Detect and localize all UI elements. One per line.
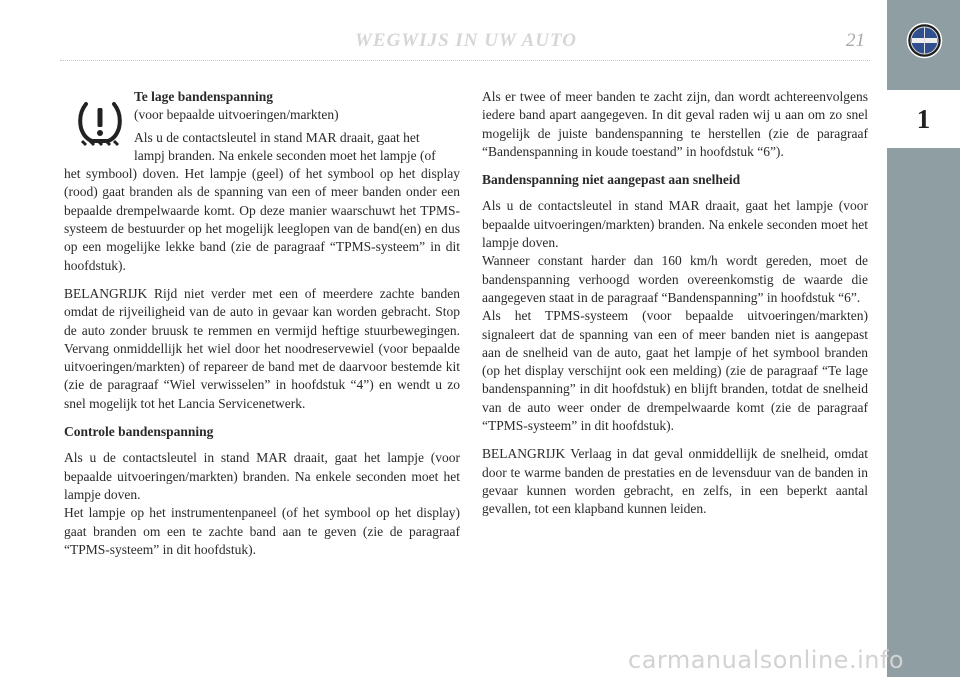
right-column xyxy=(482,88,868,529)
section-title-control: Controle bandenspanning xyxy=(64,424,214,440)
low-pressure-heading xyxy=(134,88,460,165)
section-title-low-pressure: Te lage bandenspanning xyxy=(134,89,274,104)
header-divider xyxy=(60,60,870,61)
header-title: WEGWIJS IN UW AUTO xyxy=(355,30,577,51)
section-subtitle: (voor bepaalde uitvoeringen/markten) xyxy=(134,107,339,123)
intro-paragraph: het symbool) doven. Het lampje (geel) of het symbool op het display (rood) gaat branden als de spanning van een of meer banden onder een bepaalde drempelwaarde komt. Op deze manier waarschuwt het TPMS-systeem de bestuurder op het mogelijk leeglopen van de band(en) en dus op een mogelijke lekke band (zie de paragraaf “TPMS-systeem” in dit hoofdstuk). xyxy=(64,166,460,273)
intro-line-2: lampj branden. Na enkele seconden moet het lampje (of xyxy=(134,147,436,163)
page-number: 21 xyxy=(846,30,865,51)
chapter-tab[interactable]: 1 xyxy=(887,90,960,148)
speed-paragraph-2: Wanneer constant harder dan 160 km/h wordt gereden, moet de bandenspanning verhoogd worden overeenkomstig de waarde die aangegeven staat in de paragraaf “Bandenspanning” in hoofdstuk “6”. xyxy=(482,253,868,305)
control-paragraph-1: Als u de contactsleutel in stand MAR draait, gaat het lampje (voor bepaalde uitvoeringen/markten) branden. Na enkele seconden moet het lampje doven. xyxy=(64,450,460,502)
section-title-speed: Bandenspanning niet aangepast aan snelheid xyxy=(482,172,741,188)
speed-paragraph-3: Als het TPMS-systeem (voor bepaalde uitvoeringen/markten) signaleert dat de spanning van een of meer banden niet is aangepast aan de snelheid van de auto, gaat het lampje of het symbool branden (op het display verschijnt ook een melding) (zie de paragraaf “Te lage bandenspanning” in dit hoofdstuk) en blijft branden, totdat de snelheid van de auto weer onder de drempelwaarde komt (zie de paragraaf “TPMS-systeem” in dit hoofdstuk). xyxy=(482,308,868,434)
left-column xyxy=(64,88,460,559)
important-paragraph-right: BELANGRIJK Verlaag in dat geval onmiddellijk de snelheid, omdat door te warme banden de prestaties en de levensduur van de banden in gevaar kunnen worden gebracht, en zelfs, in een beperkt aantal gevallen, tot een klapband kunnen leiden. xyxy=(482,446,868,517)
speed-paragraph-1: Als u de contactsleutel in stand MAR draait, gaat het lampje (voor bepaalde uitvoeringen/markten) branden. Na enkele seconden moet het lampje doven. xyxy=(482,198,868,251)
watermark: carmanualsonline.info xyxy=(628,646,905,674)
intro-line-1: Als u de contactsleutel in stand MAR draait, gaat het xyxy=(134,129,420,145)
multiple-tires-paragraph: Als er twee of meer banden te zacht zijn, dan wordt achtereenvolgens iedere band apart aangegeven. In dit geval raden wij u aan om zo snel mogelijk de juiste bandenspanning te herstellen (zie de paragraaf “Bandenspanning in koude toestand” in hoofdstuk “6”). xyxy=(482,89,868,159)
lancia-logo-icon xyxy=(906,22,943,59)
important-paragraph-left: BELANGRIJK Rijd niet verder met een of meerdere zachte banden omdat de rijveiligheid van de auto in gevaar kan worden gebracht. Stop de auto zonder bruusk te remmen en vermijd heftige stuurbewegingen. Vervang onmiddellijk het wiel door het noodreservewiel (voor bepaalde uitvoeringen/markten) of repareer de band met de daarvoor bestemde kit (zie de paragraaf “Wiel verwisselen” in hoofdstuk “4”) en wendt u zo snel mogelijk tot het Lancia Servicenetwerk. xyxy=(64,285,460,411)
control-paragraph-2: Het lampje op het instrumentenpaneel (of het symbool op het display) gaat branden om een te zachte band aan te geven (zie de paragraaf “TPMS-systeem” in dit hoofdstuk). xyxy=(64,505,460,557)
